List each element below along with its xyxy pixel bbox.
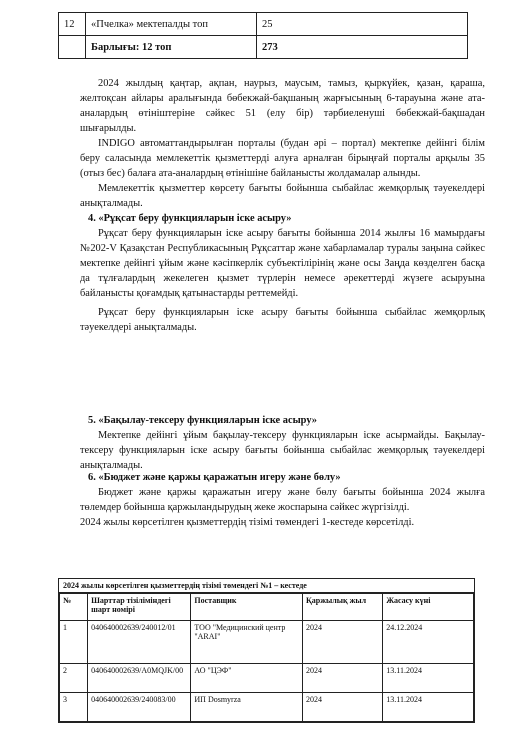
header-contract-number: Шарттар тізіліміндегі шарт номірі	[88, 594, 191, 621]
paragraph: 2024 жылдың қаңтар, ақпан, наурыз, маусым, тамыз, қыркүйек, қазан, қараша, желтоқсан айлары аралығында бөбекжай-бақшаның жарғысының 6-тарауына және ата-аналардың өтініштеріне сәйкес 51 (елу бір) тәрбиеленуші бөбекжай-бақшадан шығарылды.	[80, 78, 485, 134]
row-year: 2024	[302, 693, 382, 722]
paragraph: 2024 жылы көрсетілген қызметтердің тізімі төмендегі 1-кестеде көрсетілді.	[80, 517, 415, 528]
paragraph: INDIGO автоматтандырылған порталы (будан әрі – портал) мектепке дейінгі білім беру саласында мемлекеттік қызметтерді алуға арналған бірыңғай порталы арқылы 35 (отыз бес) балаға ата-аналардың өтінішіне байланысты жолдамалар алынды.	[80, 138, 485, 179]
groups-table	[58, 12, 468, 59]
table-row	[60, 621, 474, 664]
paragraph: Рұқсат беру функцияларын іске асыру бағыты бойынша сыбайлас жемқорлық тәуекелдері анықталмады.	[80, 307, 485, 333]
group-name: «Пчелка» мектепалды топ	[86, 13, 257, 36]
paragraph: Рұқсат беру функцияларын іске асыру бағыты бойынша 2014 жылғы 16 мамырдағы №202-V Қазақстан Республикасының Рұқсаттар және хабарламалар туралы заңына сәйкес мектепке дейінгі ұйым және кәсіпкерлік субъектілірінің және осы Заңда көзделген басқа да тұлғалардың жекелеген қызмет түрлерін немесе әрекеттерді жүзеге асыруына байланысты қоғамдық қатынастарды реттемейді.	[80, 228, 485, 299]
row-supplier: АО "ЦЭФ"	[191, 664, 303, 693]
group-count: 25	[257, 13, 468, 36]
table-row	[59, 13, 468, 36]
total-empty-cell	[59, 36, 86, 59]
table-row	[60, 693, 474, 722]
row-date: 13.11.2024	[383, 693, 474, 722]
table-row-total	[59, 36, 468, 59]
services-table-wrapper	[58, 578, 475, 723]
section-heading-5: 5. «Бақылау-тексеру функцияларын іске асыру»	[88, 415, 317, 426]
table-row	[60, 664, 474, 693]
total-count: 273	[257, 36, 468, 59]
row-number: 2	[60, 664, 88, 693]
section-3-text	[80, 76, 485, 301]
header-number: №	[60, 594, 88, 621]
row-contract: 040640002639/240083/00	[88, 693, 191, 722]
services-table-caption: 2024 жылы көрсетілген қызметтердің тізімі төмендегі №1 – кестеде	[59, 579, 474, 593]
services-table	[59, 593, 474, 722]
paragraph: Мемлекеттік қызметтер көрсету бағыты бойынша сыбайлас жемқорлық тәуекелдері анықталмады.	[80, 183, 485, 209]
paragraph: Мектепке дейінгі ұйым бақылау-тексеру функцияларын іске асырмайды. Бақылау-тексеру функцияларын іске асыру бағыты бойынша сыбайлас жемқорлық тәуекелдері анықталмады.	[80, 430, 485, 471]
table-header-row	[60, 594, 474, 621]
section-4-text	[80, 305, 485, 335]
row-contract: 040640002639/A0MQJK/00	[88, 664, 191, 693]
section-6-text	[80, 470, 485, 530]
section-5-text	[80, 413, 485, 473]
row-contract: 040640002639/240012/01	[88, 621, 191, 664]
header-supplier: Поставщик	[191, 594, 303, 621]
row-supplier: ТОО "Медицинский центр "ARAI"	[191, 621, 303, 664]
row-date: 13.11.2024	[383, 664, 474, 693]
section-heading-6: 6. «Бюджет және қаржы қаражатын игеру және бөлу»	[88, 472, 341, 483]
row-date: 24.12.2024	[383, 621, 474, 664]
header-fiscal-year: Қаржылық жыл	[302, 594, 382, 621]
row-number: 3	[60, 693, 88, 722]
paragraph: Бюджет және қаржы қаражатын игеру және бөлу бағыты бойынша 2024 жылға төлемдер бойынша қаржыландырудың жеке жоспарына сәйкес жүргізілді.	[80, 487, 485, 513]
group-number: 12	[59, 13, 86, 36]
row-supplier: ИП Dosmyrza	[191, 693, 303, 722]
section-heading-4: 4. «Рұқсат беру функцияларын іске асыру»	[88, 213, 292, 224]
row-year: 2024	[302, 621, 382, 664]
header-date: Жасасу күні	[383, 594, 474, 621]
total-label: Барлығы: 12 топ	[86, 36, 257, 59]
row-year: 2024	[302, 664, 382, 693]
row-number: 1	[60, 621, 88, 664]
